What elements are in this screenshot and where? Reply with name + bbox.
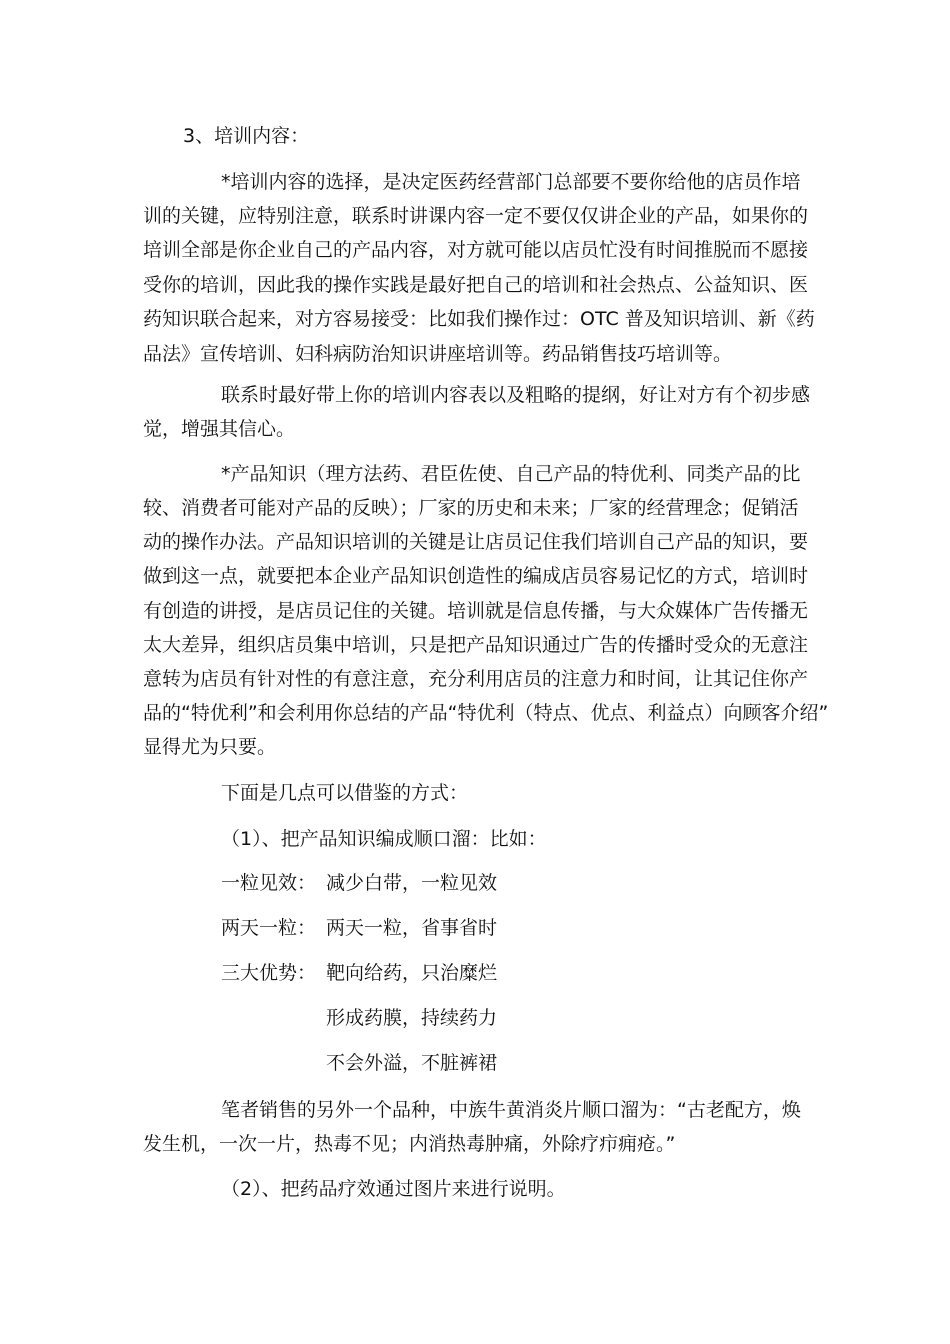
slogan-term: 一粒见效：: [221, 872, 317, 894]
slogan-term: 三大优势：: [221, 962, 317, 984]
paragraph-3-line-9: 显得尤为只要。: [143, 736, 277, 758]
methods-intro: 下面是几点可以借鉴的方式：: [221, 782, 469, 804]
paragraph-1-line-3: 培训全部是你企业自己的产品内容，对方就可能以店员忙没有时间推脱而不愿接: [143, 239, 809, 261]
paragraph-2-line-1: 联系时最好带上你的培训内容表以及粗略的提纲，好让对方有个初步感: [221, 384, 811, 406]
closing-paragraph-1-line-1: 笔者销售的另外一个品种，中族牛黄消炎片顺口溜为：“古老配方，焕: [221, 1099, 801, 1121]
paragraph-1-line-4: 受你的培训，因此我的操作实践是最好把自己的培训和社会热点、公益知识、医: [143, 274, 809, 296]
paragraph-1-line-5: 药知识联合起来，对方容易接受：比如我们操作过：OTC 普及知识培训、新《药: [143, 308, 815, 330]
closing-paragraph-1-line-2: 发生机，一次一片，热毒不见；内消热毒肿痛，外除疗疖痈疮。”: [143, 1133, 676, 1155]
slogan-term: 两天一粒：: [221, 917, 317, 939]
paragraph-3-line-7: 意转为店员有针对性的有意注意，充分利用店员的注意力和时间，让其记住你产: [143, 668, 809, 690]
slogan-desc: 两天一粒，省事省时: [326, 917, 498, 939]
paragraph-3-line-3: 动的操作办法。产品知识培训的关键是让店员记住我们培训自己产品的知识，要: [143, 531, 809, 553]
paragraph-1-line-6: 品法》宣传培训、妇科病防治知识讲座培训等。药品销售技巧培训等。: [143, 343, 733, 365]
slogan-desc: 靶向给药，只治糜烂: [326, 962, 498, 984]
paragraph-3-line-2: 较、消费者可能对产品的反映）；厂家的历史和未来；厂家的经营理念；促销活: [143, 497, 799, 519]
paragraph-3-line-4: 做到这一点，就要把本企业产品知识创造性的编成店员容易记忆的方式，培训时: [143, 565, 809, 587]
slogan-desc: 形成药膜，持续药力: [326, 1007, 498, 1029]
paragraph-1-line-2: 训的关键，应特别注意，联系时讲课内容一定不要仅仅讲企业的产品，如果你的: [143, 205, 809, 227]
slogan-desc: 不会外溢，不脏裤裙: [326, 1052, 498, 1074]
paragraph-3-line-8: 品的“特优利”和会利用你总结的产品“特优利（特点、优点、利益点）向顾客介绍”: [143, 702, 829, 724]
method-1-heading: （1）、把产品知识编成顺口溜：比如：: [221, 828, 547, 850]
paragraph-3-line-1: *产品知识（理方法药、君臣佐使、自己产品的特优利、同类产品的比: [221, 463, 801, 485]
paragraph-3-line-6: 太大差异，组织店员集中培训，只是把产品知识通过广告的传播时受众的无意注: [143, 634, 809, 656]
section-heading: 3、培训内容：: [183, 125, 310, 147]
method-2-heading: （2）、把药品疗效通过图片来进行说明。: [221, 1178, 566, 1200]
slogan-desc: 减少白带，一粒见效: [326, 872, 498, 894]
paragraph-3-line-5: 有创造的讲授，是店员记住的关键。培训就是信息传播，与大众媒体广告传播无: [143, 600, 809, 622]
paragraph-2-line-2: 觉，增强其信心。: [143, 418, 296, 440]
paragraph-1-line-1: *培训内容的选择，是决定医药经营部门总部要不要你给他的店员作培: [221, 171, 801, 193]
